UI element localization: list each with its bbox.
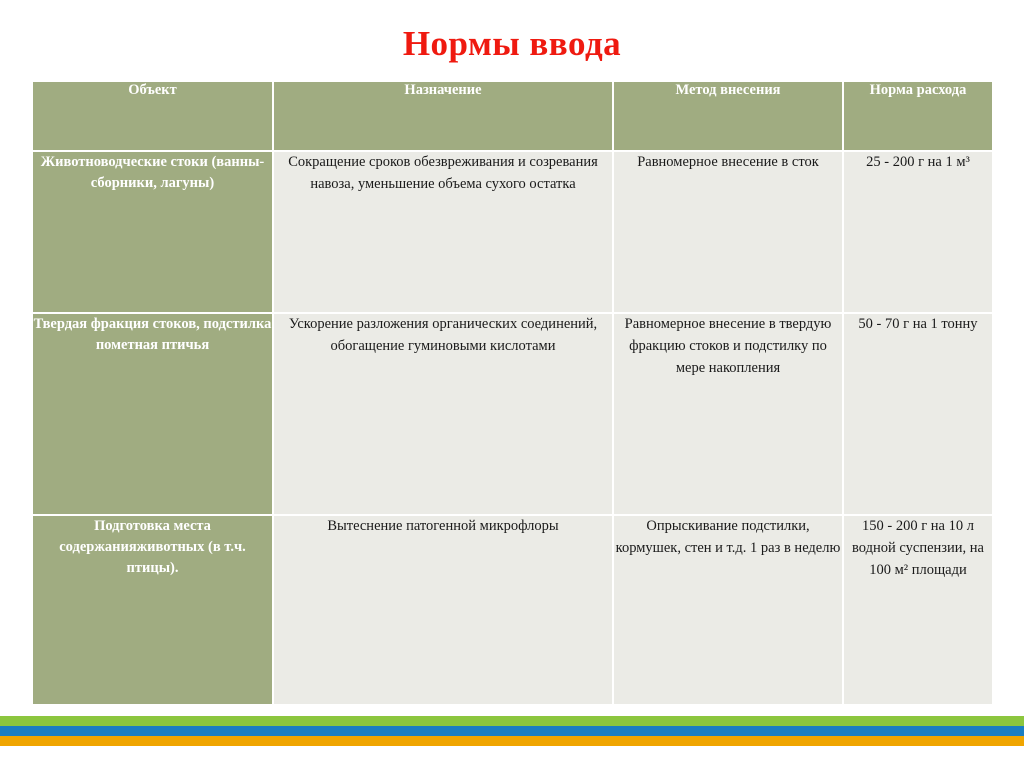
cell-purpose: Вытеснение патогенной микрофлоры	[273, 515, 613, 704]
page-title: Нормы ввода	[402, 24, 622, 63]
cell-method: Опрыскивание подстилки, кормушек, стен и т.д. 1 раз в неделю	[613, 515, 843, 704]
cell-purpose: Сокращение сроков обезвреживания и созревания навоза, уменьшение объема сухого остатка	[273, 151, 613, 313]
footer-spacer	[0, 746, 1024, 767]
cell-rate: 50 - 70 г на 1 тонну	[843, 313, 992, 515]
footer-bar-blue	[0, 726, 1024, 736]
table-row	[33, 313, 992, 515]
cell-rate: 150 - 200 г на 10 л водной суспензии, на 100 м² площади	[843, 515, 992, 704]
cell-method: Равномерное внесение в твердую фракцию стоков и подстилку по мере накопления	[613, 313, 843, 515]
column-header-object: Объект	[33, 82, 273, 151]
table-row	[33, 515, 992, 704]
cell-object: Твердая фракция стоков, подстилка пометная птичья	[33, 313, 273, 515]
cell-rate: 25 - 200 г на 1 м³	[843, 151, 992, 313]
column-header-rate: Норма расхода	[843, 82, 992, 151]
table-header-row	[33, 82, 992, 151]
cell-purpose: Ускорение разложения органических соединений, обогащение гуминовыми кислотами	[273, 313, 613, 515]
footer-bar-orange	[0, 736, 1024, 746]
norms-table	[33, 82, 992, 704]
cell-method: Равномерное внесение в сток	[613, 151, 843, 313]
column-header-method: Метод внесения	[613, 82, 843, 151]
table-row	[33, 151, 992, 313]
cell-object: Подготовка места содержанияживотных (в т.ч. птицы).	[33, 515, 273, 704]
footer-bar-green	[0, 716, 1024, 726]
cell-object: Животноводческие стоки (ванны-сборники, лагуны)	[33, 151, 273, 313]
column-header-purpose: Назначение	[273, 82, 613, 151]
